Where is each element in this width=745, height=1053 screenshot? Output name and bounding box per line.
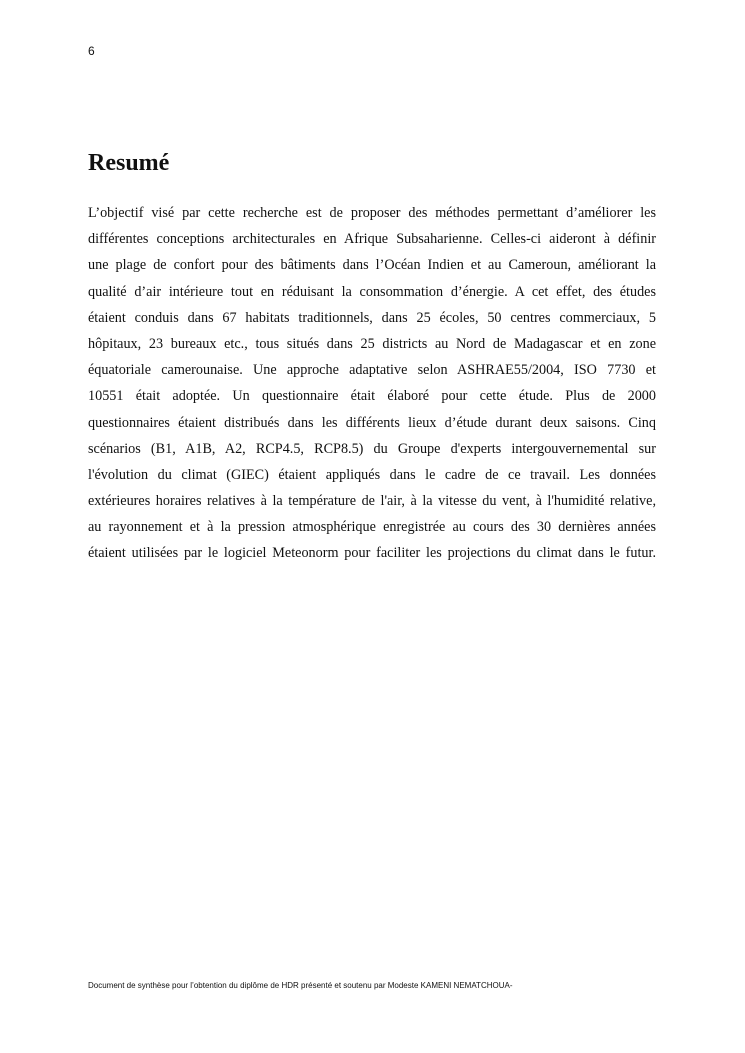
paragraph-line: une plage de confort pour des bâtiments dans l’Océan Indien et au Cameroun, améliorant la — [88, 257, 656, 274]
paragraph-line: étaient utilisées par le logiciel Meteonorm pour faciliter les projections du climat dans le futur. — [88, 545, 656, 562]
paragraph-line: extérieures horaires relatives à la température de l'air, à la vitesse du vent, à l'humidité relative, — [88, 493, 656, 510]
paragraph-line: l'évolution du climat (GIEC) étaient appliqués dans le cadre de ce travail. Les données — [88, 466, 656, 483]
paragraph-line: différentes conceptions architecturales en Afrique Subsaharienne. Celles-ci aideront à définir — [88, 231, 656, 248]
paragraph-line: qualité d’air intérieure tout en réduisant la consommation d’énergie. A cet effet, des études — [88, 283, 656, 300]
paragraph-line: hôpitaux, 23 bureaux etc., tous situés dans 25 districts au Nord de Madagascar et en zone — [88, 335, 656, 352]
paragraph-line: 10551 était adoptée. Un questionnaire était élaboré pour cette étude. Plus de 2000 — [88, 388, 656, 405]
paragraph-line: étaient conduis dans 67 habitats traditionnels, dans 25 écoles, 50 centres commerciaux, 5 — [88, 309, 656, 326]
section-heading: Resumé — [88, 150, 170, 176]
paragraph-line: questionnaires étaient distribués dans les différents lieux d’étude durant deux saisons. Cinq — [88, 414, 656, 431]
paragraph-line: au rayonnement et à la pression atmosphérique enregistrée au cours des 30 dernières années — [88, 519, 656, 536]
paragraph-line: L’objectif visé par cette recherche est de proposer des méthodes permettant d’améliorer les — [88, 205, 656, 221]
page-footer: Document de synthèse pour l’obtention du diplôme de HDR présenté et soutenu par Modeste KAMENI NEMATCHOUA- — [88, 981, 513, 990]
paragraph-line: équatoriale camerounaise. Une approche adaptative selon ASHRAE55/2004, ISO 7730 et — [88, 362, 656, 379]
paragraph-line: scénarios (B1, A1B, A2, RCP4.5, RCP8.5) du Groupe d'experts intergouvernemental sur — [88, 440, 656, 457]
page-number: 6 — [88, 44, 95, 58]
abstract-paragraph — [88, 200, 656, 567]
